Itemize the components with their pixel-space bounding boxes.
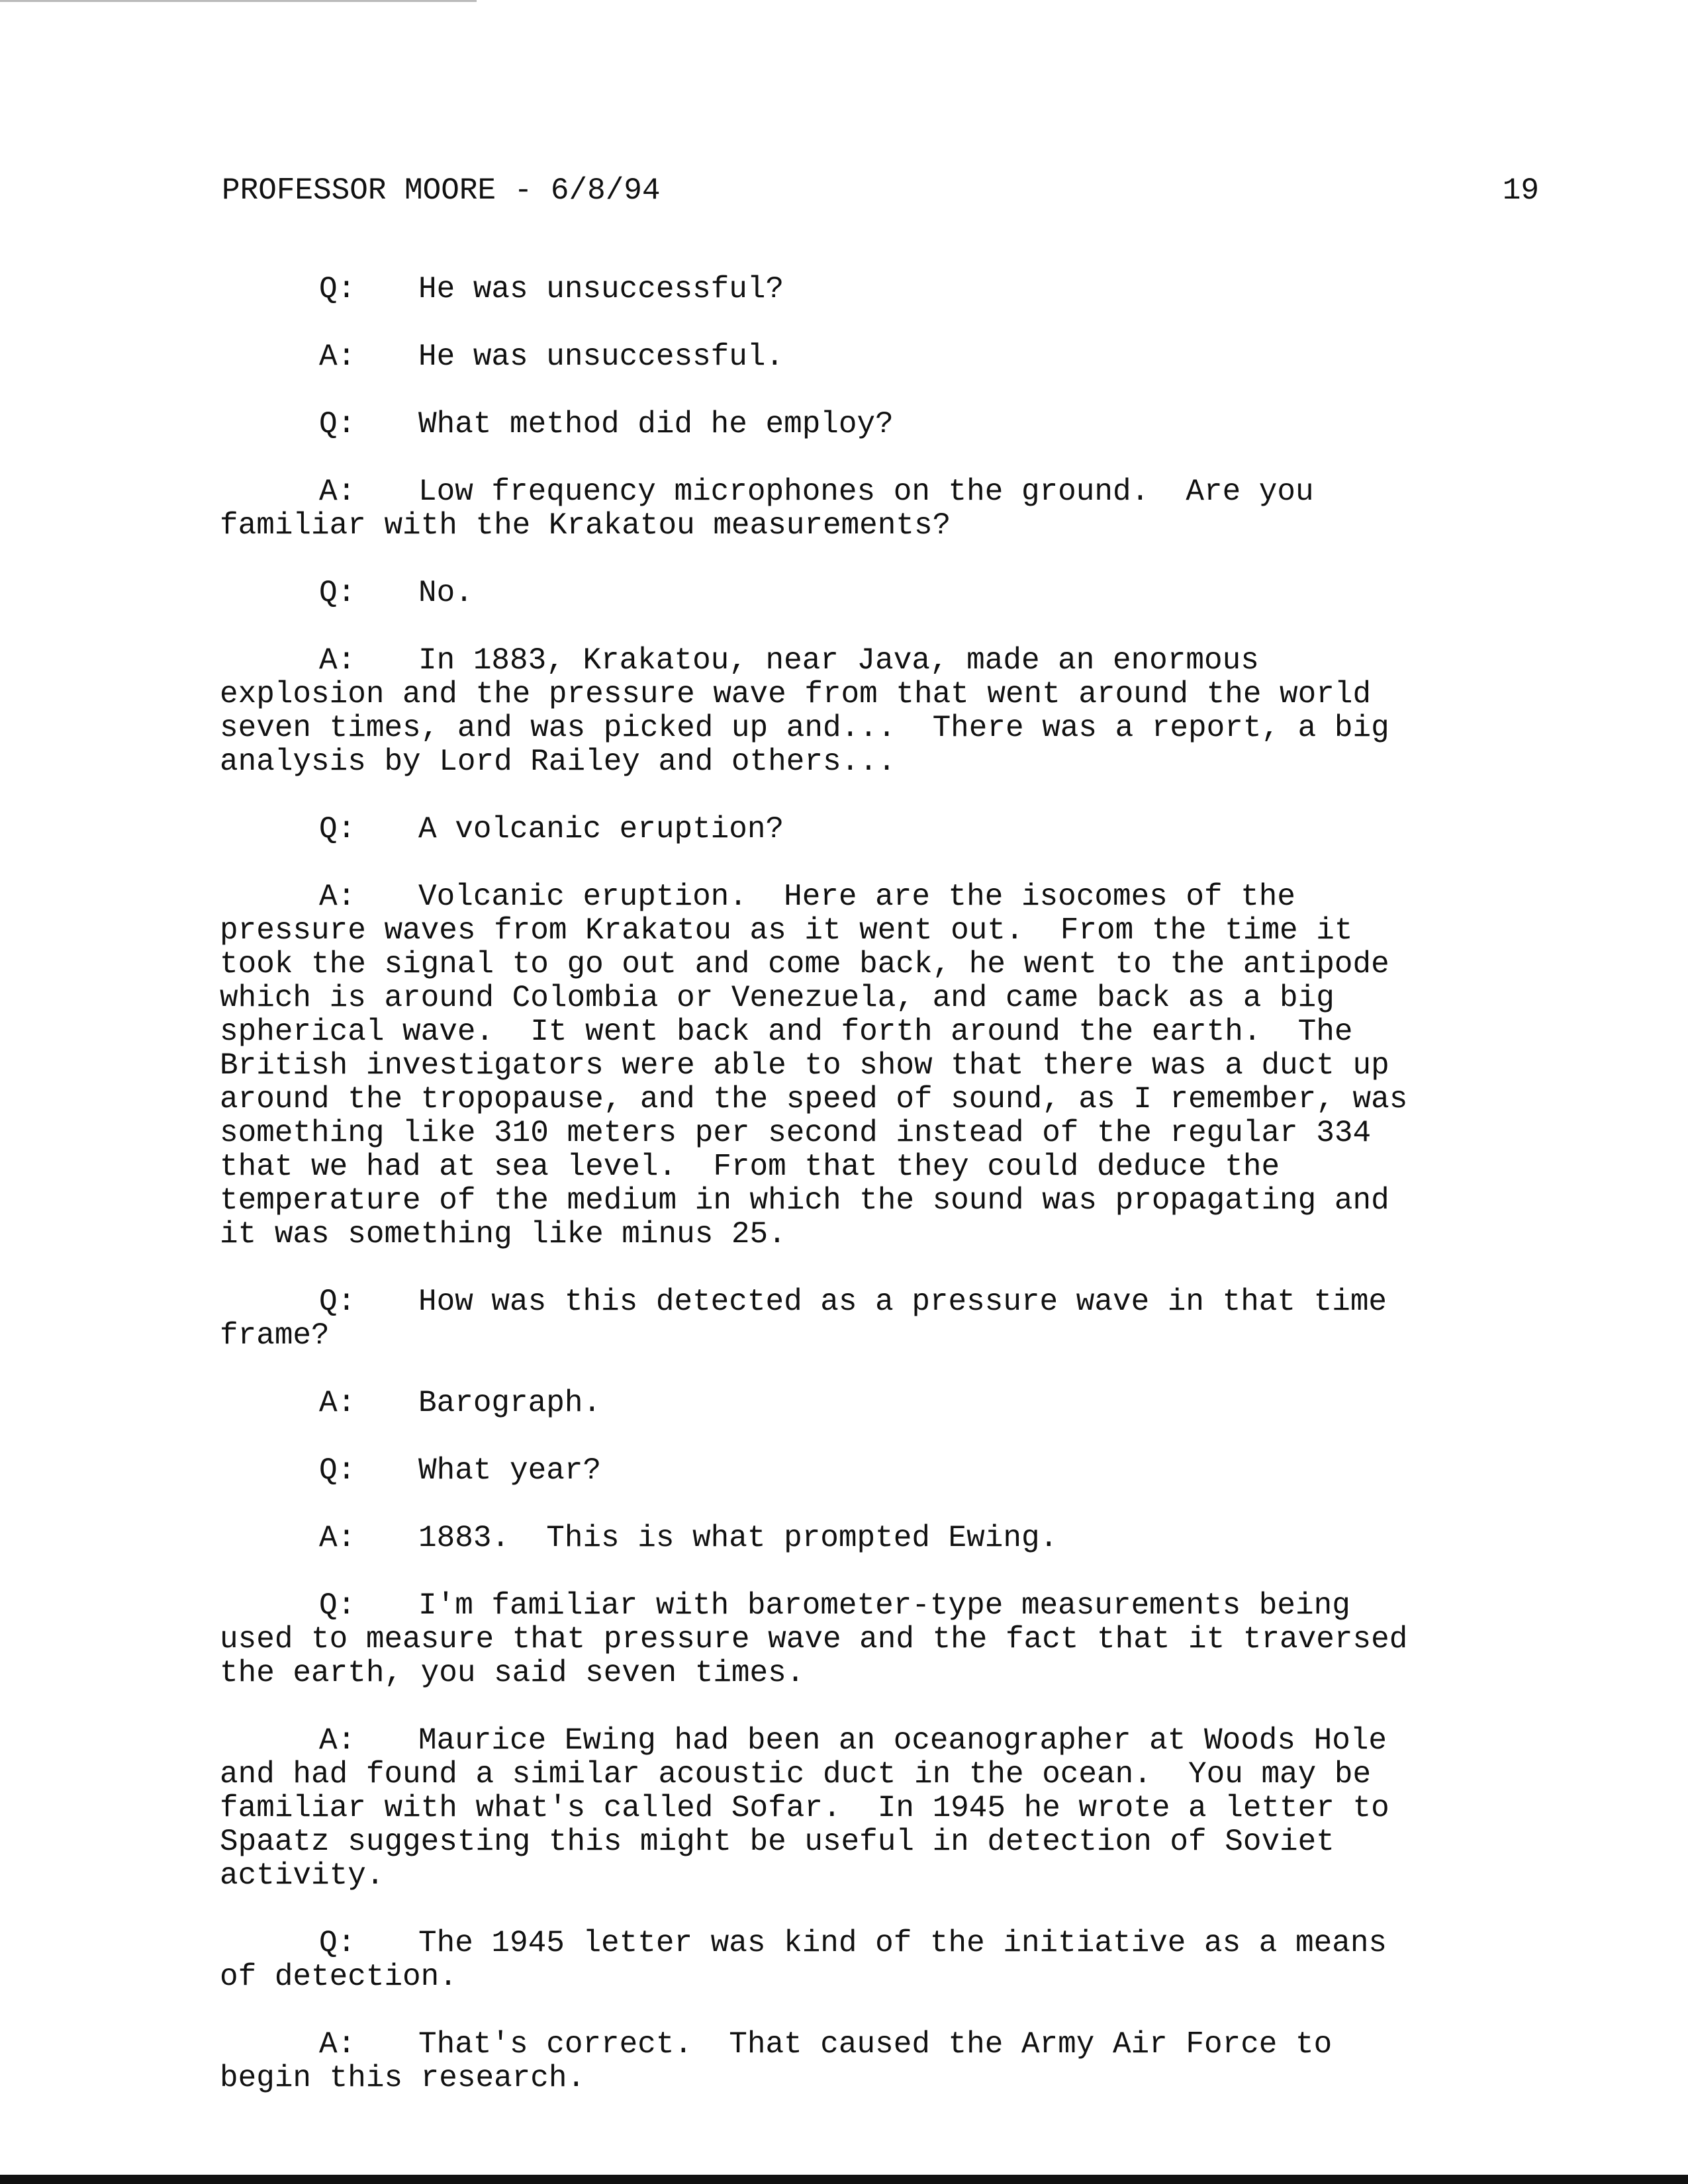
transcript-exchange (220, 340, 1544, 374)
speaker-label: A: (319, 880, 356, 914)
speaker-label: A: (319, 643, 356, 678)
speaker-label: A: (319, 475, 356, 509)
speaker-label: Q: (319, 1588, 356, 1623)
exchange-text: He was unsuccessful. (418, 340, 784, 374)
exchange-text: A volcanic eruption? (418, 812, 784, 846)
exchange-continuation-line: Spaatz suggesting this might be useful in detection of Soviet (220, 1825, 1335, 1859)
exchange-text: He was unsuccessful? (418, 272, 784, 306)
bottom-scan-edge (0, 2175, 1688, 2184)
speaker-label: A: (319, 1723, 356, 1758)
exchange-text: Low frequency microphones on the ground. Are you (418, 475, 1314, 509)
transcript-exchange (220, 2028, 1544, 2095)
transcript-exchange (220, 475, 1544, 543)
exchange-first-line (220, 1927, 1544, 1960)
exchange-first-line (220, 1522, 1544, 1555)
exchange-text: I'm familiar with barometer-type measurements being (418, 1588, 1350, 1623)
transcript-exchange (220, 644, 1544, 779)
exchange-continuation-line: activity. (220, 1858, 385, 1893)
exchange-continuation-line: analysis by Lord Railey and others... (220, 745, 896, 779)
exchange-first-line (220, 408, 1544, 441)
page-number: 19 (1502, 173, 1539, 208)
exchange-text: In 1883, Krakatou, near Java, made an enormous (418, 643, 1259, 678)
speaker-label: A: (319, 1386, 356, 1420)
exchange-first-line (220, 1454, 1544, 1488)
exchange-first-line (220, 576, 1544, 610)
exchange-text: The 1945 letter was kind of the initiative as a means (418, 1926, 1387, 1960)
transcript-exchange (220, 1285, 1544, 1353)
exchange-continuation-line: of detection. (220, 1960, 457, 1994)
top-scan-edge (0, 0, 477, 2)
exchange-continuation-line: took the signal to go out and come back, he went to the antipode (220, 947, 1389, 981)
exchange-continuation-line: something like 310 meters per second instead of the regular 334 (220, 1116, 1372, 1150)
exchange-continuation-line: pressure waves from Krakatou as it went out. From the time it (220, 913, 1353, 948)
speaker-label: A: (319, 340, 356, 374)
exchange-text: Maurice Ewing had been an oceanographer at Woods Hole (418, 1723, 1387, 1758)
exchange-text: Volcanic eruption. Here are the isocomes of the (418, 880, 1296, 914)
exchange-continuation-line: it was something like minus 25. (220, 1217, 786, 1251)
exchange-first-line (220, 880, 1544, 914)
transcript-exchange (220, 1454, 1544, 1488)
exchange-continuation-line: familiar with the Krakatou measurements? (220, 508, 951, 543)
exchange-first-line (220, 1724, 1544, 1758)
header-title: PROFESSOR MOORE - 6/8/94 (222, 173, 661, 208)
exchange-first-line (220, 2028, 1544, 2062)
speaker-label: Q: (319, 1453, 356, 1488)
exchange-continuation-line: explosion and the pressure wave from that went around the world (220, 677, 1372, 711)
speaker-label: Q: (319, 1285, 356, 1319)
exchange-text: What method did he employ? (418, 407, 894, 441)
transcript-exchange (220, 813, 1544, 846)
exchange-text: What year? (418, 1453, 602, 1488)
exchange-first-line (220, 1285, 1544, 1319)
exchange-continuation-line: used to measure that pressure wave and the fact that it traversed (220, 1622, 1408, 1657)
exchange-continuation-line: around the tropopause, and the speed of sound, as I remember, was (220, 1082, 1408, 1116)
transcript-exchange (220, 1387, 1544, 1420)
exchange-first-line (220, 1589, 1544, 1623)
exchange-continuation-line: seven times, and was picked up and... There was a report, a big (220, 711, 1389, 745)
exchange-text: How was this detected as a pressure wave in that time (418, 1285, 1387, 1319)
transcript-exchange (220, 1522, 1544, 1555)
transcript-exchange (220, 273, 1544, 306)
exchange-first-line (220, 475, 1544, 509)
exchange-first-line (220, 813, 1544, 846)
speaker-label: Q: (319, 1926, 356, 1960)
exchange-first-line (220, 340, 1544, 374)
speaker-label: A: (319, 1521, 356, 1555)
exchange-continuation-line: British investigators were able to show that there was a duct up (220, 1048, 1389, 1083)
page-header (222, 171, 1539, 210)
exchange-text: No. (418, 576, 473, 610)
transcript-exchange (220, 1927, 1544, 1994)
exchange-continuation-line: familiar with what's called Sofar. In 1945 he wrote a letter to (220, 1791, 1389, 1825)
exchange-first-line (220, 644, 1544, 678)
exchange-continuation-line: begin this research. (220, 2061, 586, 2095)
transcript-exchange (220, 1589, 1544, 1690)
exchange-continuation-line: frame? (220, 1318, 330, 1353)
exchange-continuation-line: spherical wave. It went back and forth around the earth. The (220, 1015, 1353, 1049)
exchange-first-line (220, 273, 1544, 306)
transcript-exchange (220, 576, 1544, 610)
exchange-continuation-line: that we had at sea level. From that they could deduce the (220, 1150, 1280, 1184)
transcript-exchange (220, 880, 1544, 1251)
transcript-exchange (220, 408, 1544, 441)
speaker-label: A: (319, 2027, 356, 2062)
exchange-text: That's correct. That caused the Army Air Force to (418, 2027, 1333, 2062)
speaker-label: Q: (319, 407, 356, 441)
speaker-label: Q: (319, 812, 356, 846)
transcript-exchange (220, 1724, 1544, 1893)
exchange-text: Barograph. (418, 1386, 602, 1420)
exchange-continuation-line: temperature of the medium in which the sound was propagating and (220, 1183, 1389, 1218)
exchange-text: 1883. This is what prompted Ewing. (418, 1521, 1058, 1555)
speaker-label: Q: (319, 272, 356, 306)
transcript-body (220, 273, 1544, 2129)
exchange-continuation-line: and had found a similar acoustic duct in the ocean. You may be (220, 1757, 1372, 1792)
exchange-first-line (220, 1387, 1544, 1420)
exchange-continuation-line: the earth, you said seven times. (220, 1656, 805, 1690)
exchange-continuation-line: which is around Colombia or Venezuela, and came back as a big (220, 981, 1335, 1015)
speaker-label: Q: (319, 576, 356, 610)
